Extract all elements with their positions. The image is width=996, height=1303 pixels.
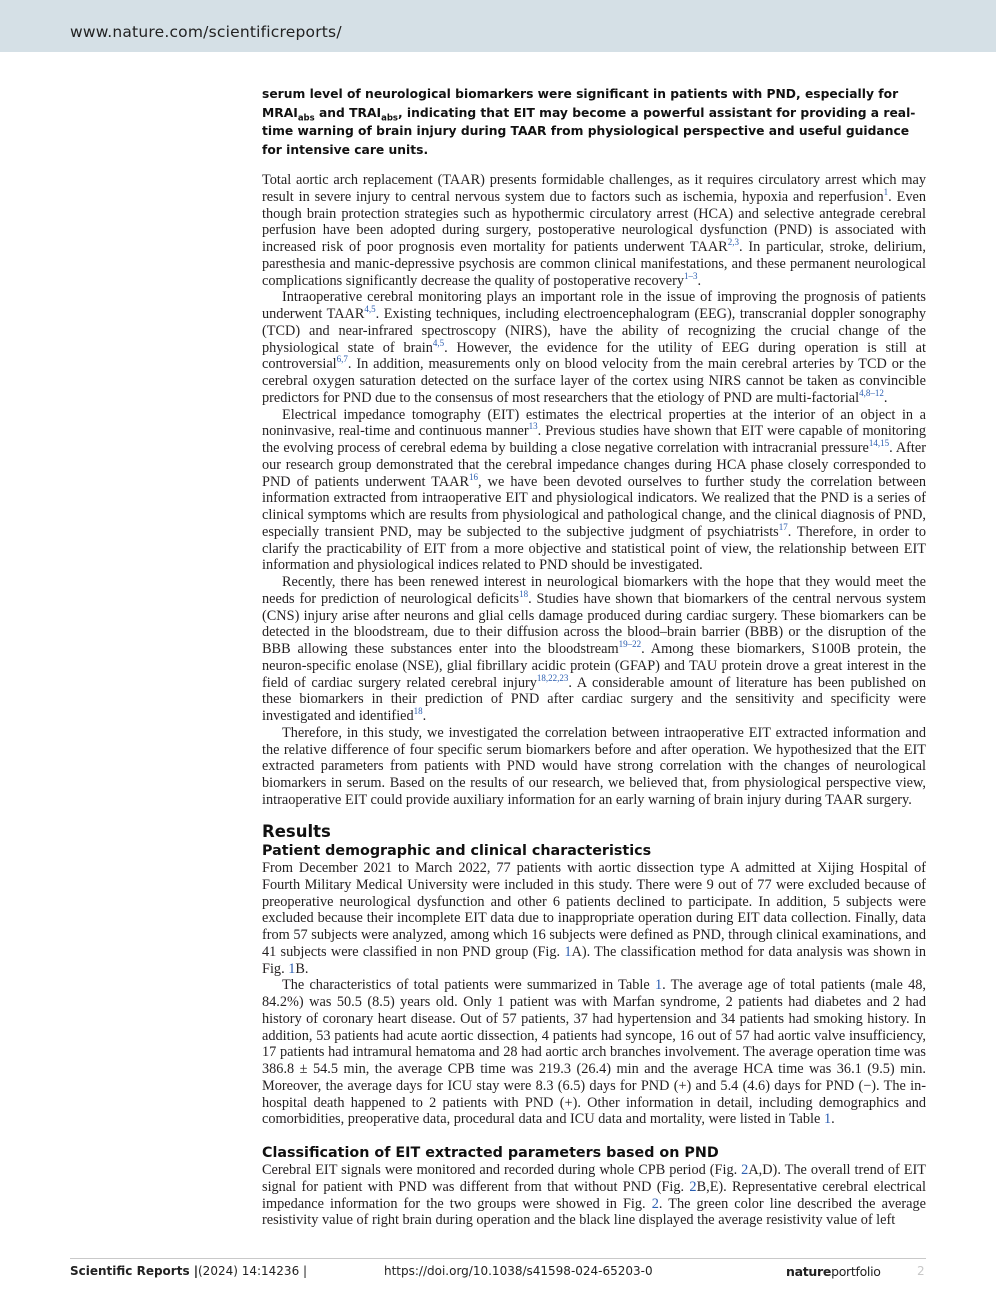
citation-link[interactable]: 18 (413, 706, 423, 717)
subsection-title: Classification of EIT extracted parameters based on PND (262, 1145, 719, 1161)
citation-link[interactable]: 13 (528, 421, 538, 432)
site-header-bar (0, 0, 996, 52)
introduction (262, 172, 926, 809)
citation-link[interactable]: 4,8–12 (859, 387, 884, 398)
abstract-conclusion: serum level of neurological biomarkers were significant in patients with PND, especially for $MRAI_{abs}$ and $TRAI_{abs}$, indicating that EIT may become a powerful assistant for providing a real-time warning of brain injury during TAAR from physiological perspective and useful guidance for intensive care units. (262, 87, 916, 157)
table-link[interactable]: 1 (823, 1111, 832, 1128)
citation-link[interactable]: 14,15 (868, 438, 890, 449)
figure-link[interactable]: 2 (741, 1162, 749, 1178)
citation-link[interactable]: 18 (519, 588, 529, 599)
page-number: 2 (917, 1264, 925, 1278)
intro-paragraph-4: Recently, there has been renewed interest in neurological biomarkers with the hope that they would meet the needs for prediction of neurological deficits$^{18}$. Studies have shown that biomarkers of the central nervous system (CNS) injury arise after neurons and glial cells damage produced during cardiac surgery. These biomarkers can be detected in the bloodstream, due to their diffusion across the blood–brain barrier (BBB) or the disruption of the BBB allowing these substances enter into the bloodstream$^{19-22}$. Among these biomarkers, S100B protein, the neuron-specific enolase (NSE), glial fibrillary acidic protein (GFAP) and TAU protein drove a great interest in the field of cardiac surgery related cerebral injury$^{18,22,23}$. A considerable amount of literature has been published on these biomarkers in their prediction of PND after cardiac surgery and the sensitivity and specificity were investigated and identified$^{18}$. (262, 574, 926, 724)
footer-divider (70, 1258, 926, 1259)
citation-link[interactable]: 2,3 (727, 237, 739, 248)
intro-paragraph-1: Total aortic arch replacement (TAAR) presents formidable challenges, as it requires circulatory arrest which may result in severe injury to central nervous system due to factors such as ischemia, hypoxia and reperfusion$^1$. Even though brain protection strategies such as hypothermic circulatory arrest (HCA) and selective antegrade cerebral perfusion have been adopted during surgery, postoperative neurological dysfunction (PND) is associated with increased risk of poor prognosis even mortality for patients underwent TAAR$^{2,3}$. In particular, stroke, delirium, paresthesia and manic-depressive psychosis are common clinical manifestations, and these permanent neurological complications significantly decrease the quality of postoperative recovery$^{1-3}$. (262, 172, 927, 289)
footer-volume: (2024) 14:14236 | (198, 1264, 308, 1278)
citation-link[interactable]: 1 (883, 186, 889, 197)
nature-portfolio-logo: natureportfolio (786, 1264, 881, 1279)
footer-doi-link[interactable]: https://doi.org/10.1038/s41598-024-65203-0 (384, 1264, 653, 1278)
results-paragraph-2: The characteristics of total patients were summarized in Table 1. The average age of total patients (male 48, 84.2%) was 50.5 (8.5) years old. Only 1 patient was with Marfan syndrome, 2 patients had diabetes and 2 had history of coronary heart disease. Out of 57 patients, 37 had hypertension and 34 patients had smoking history. In addition, 53 patients had acute aortic dissection, 4 patients had syncope, 16 out of 57 had aortic valve insufficiency, 17 patients had intramural hematoma and 28 had aortic arch branches involvement. The average operation time was 386.8 ± 54.5 min, the average CPB time was 219.3 (26.4) min and the average HCA time was 36.1 (9.5) min. Moreover, the average days for ICU stay were 8.3 (6.5) days for PND (+) and 5.4 (4.6) days for PND (−). The in-hospital death happened to 2 patients with PND (+). Other information in detail, including demographics and comorbidities, preoperative data, procedural data and ICU data and mortality, were listed in Table 1. (262, 977, 926, 1128)
results-paragraph-1: From December 2021 to March 2022, 77 patients with aortic dissection type A admitted at Xijing Hospital of Fourth Military Medical University were included in this study. There were 9 out of 77 were excluded because of preoperative neurological dysfunction and other 6 patients declined to participate. In addition, 5 subjects were excluded because their incomplete EIT data due to inappropriate operation during EIT data collection. Finally, data from 57 subjects were analyzed, among which 16 subjects were defined as PND, through clinical examinations, and 41 subjects were classified in non PND group (Fig. 1A). The classification method for data analysis was shown in Fig. 1B. (262, 860, 926, 977)
site-url[interactable]: www.nature.com/scientificreports/ (70, 23, 342, 41)
results-paragraph-3: Cerebral EIT signals were monitored and recorded during whole CPB period (Fig. 2A,D). The overall trend of EIT signal for patient with PND was different from that without PND (Fig. 2B,E). Representative cerebral electrical impedance information for the two groups were showed in Fig. 2. The green color line described the average resistivity value of right brain during operation and the black line displayed the average resistivity value of left (262, 1162, 927, 1229)
citation-link[interactable]: 6,7 (336, 354, 348, 365)
figure-link[interactable]: 1 (288, 960, 296, 977)
citation-link[interactable]: 4,5 (364, 304, 376, 315)
subsection-title: Patient demographic and clinical characteristics (262, 843, 652, 859)
citation-link[interactable]: 19–22 (618, 639, 642, 650)
eit-classification-section (262, 1144, 926, 1229)
figure-link[interactable]: 2 (651, 1195, 659, 1212)
figure-link[interactable]: 2 (689, 1178, 697, 1195)
citation-link[interactable]: 1–3 (684, 270, 698, 281)
citation-link[interactable]: 18,22,23 (536, 672, 569, 683)
table-link[interactable]: 1 (654, 977, 663, 994)
citation-link[interactable]: 16 (469, 471, 479, 482)
intro-paragraph-3: Electrical impedance tomography (EIT) estimates the electrical properties at the interior of an object in a noninvasive, real-time and continuous manner$^{13}$. Previous studies have shown that EIT were capable of monitoring the evolving process of cerebral edema by building a close negative correlation with intracranial pressure$^{14,15}$. After our research group demonstrated that the cerebral impedance changes during HCA phase closely corresponded to PND of patients underwent TAAR$^{16}$, we have been devoted ourselves to further study the correlation between information extracted from intraoperative EIT and physiological indicators. We realized that the PND is a series of clinical symptoms which are results from physiological and pathological change, and the clinical diagnosis of PND, especially transient PND, may be subjected to the subjective judgment of psychiatrists$^{17}$. Therefore, in order to clarify the practicability of EIT from a more objective and statistical point of view, the relationship between EIT information and physiological indices related to PND should be investigated. (262, 406, 926, 574)
intro-paragraph-5: Therefore, in this study, we investigated the correlation between intraoperative EIT extracted information and the relative difference of four specific serum biomarkers before and after operation. We hypothesized that the EIT extracted parameters from patients with PND would have strong correlation with the changes of neurological biomarkers in serum. Based on the results of our research, we believed that, from physiological perspective view, intraoperative EIT could provide auxiliary information for an early warning of brain injury during TAAR surgery. (262, 724, 926, 808)
section-title: Results (262, 822, 331, 841)
intro-paragraph-2: Intraoperative cerebral monitoring plays an important role in the issue of improving the prognosis of patients underwent TAAR$^{4,5}$. Existing techniques, including electroencephalogram (EEG), transcranial doppler sonography (TCD) and near-infrared spectroscopy (NIRS), have the ability of recognizing the crucial change of the physiological state of brain$^{4,5}$. However, the evidence for the utility of EEG during operation is still at controversial$^{6,7}$. In addition, measurements only on blood velocity from the main cerebral arteries by TCD or the cerebral oxygen saturation detected on the surface layer of the cortex using NIRS cannot be taken as convincible predictors for PND due to the consensus of most researchers that the etiology of PND are multi-factorial$^{4,8-12}$. (262, 289, 926, 406)
figure-link[interactable]: 1 (564, 943, 572, 960)
footer-journal: Scientific Reports | (70, 1264, 199, 1278)
citation-link[interactable]: 4,5 (432, 337, 445, 348)
citation-link[interactable]: 17 (778, 521, 788, 532)
results-section (262, 822, 926, 1128)
